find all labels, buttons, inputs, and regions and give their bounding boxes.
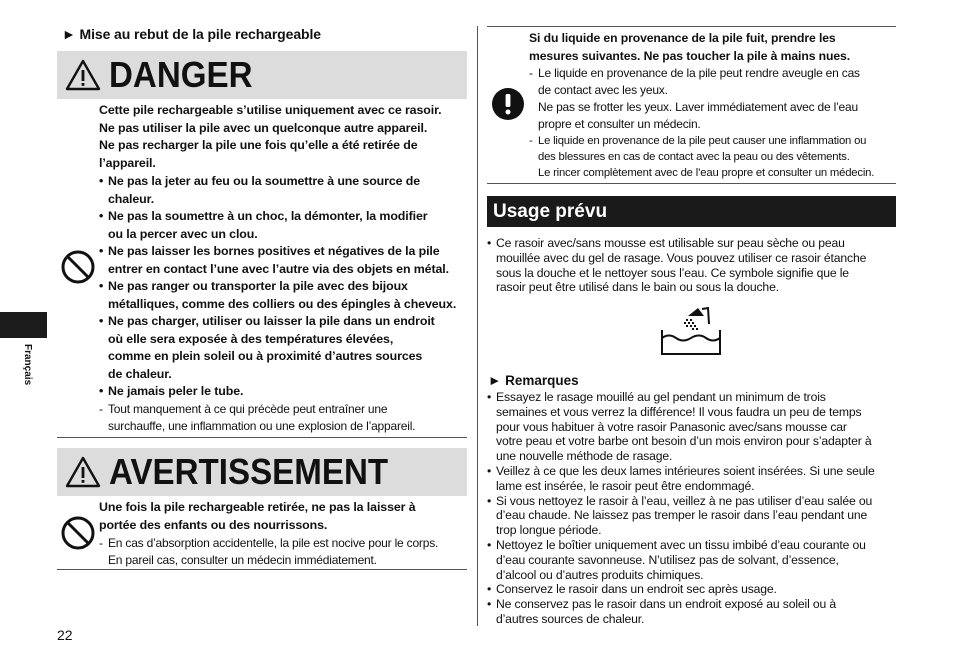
language-label: Français [22,344,33,386]
leak-title: Si du liquide en provenance de la pile fuit, prendre les mesures suivantes. Ne pas toucher la pile à mains nues. [529,31,850,63]
leak-item-1: - Le liquide en provenance de la pile peut rendre aveugle en cas de contact avec les yeux. Ne pas se frotter les yeux. Laver immédiatement avec de l’eau propre et consulter un médecin. [529,66,860,131]
leak-item-2: - Le liquide en provenance de la pile peut causer une inflammation ou des blessures en cas de contact avec la peau ou des vêtements. Le rincer complètement avec de l’eau propre et consulter un médecin. [529,135,875,179]
list-item: • Veillez à ce que les deux lames intérieures soient insérées. Si une seule lame est insérée, le rasoir peut être endommagé. [487,463,875,493]
divider [487,26,896,27]
list-item: • Ne jamais peler le tube. [99,384,244,398]
remarks-list [487,390,899,627]
list-item: • Ne pas ranger ou transporter la pile avec des bijoux métalliques, comme des colliers ou des épingles à cheveux. [99,279,457,311]
usage-heading: Usage prévu [487,196,896,227]
warning-intro: Une fois la pile rechargeable retirée, ne pas la laisser à portée des enfants ou des nourrissons. [99,500,416,532]
list-item: • Ne pas la soumettre à un choc, la démonter, la modifier ou la percer avec un clou. [99,209,428,241]
prohibited-icon [60,515,96,551]
warning-label: AVERTISSEMENT [109,451,389,492]
language-tab [0,312,47,338]
list-item: • Si vous nettoyez le rasoir à l’eau, veillez à ne pas utiliser d’eau salée ou d’eau chaude. Ne laissez pas tremper le rasoir dans l’eau pendant une trop longue période. [487,493,873,538]
list-item: • Ne pas laisser les bornes positives et négatives de la pile entrer en contact l’une avec l’autre via des objets en métal. [99,244,449,276]
danger-label: DANGER [109,54,253,95]
divider [57,437,467,438]
danger-intro: Cette pile rechargeable s’utilise uniquement avec ce rasoir. Ne pas utiliser la pile avec un quelconque autre appareil. Ne pas recharger la pile une fois qu’elle a été retirée de l’appareil. [99,103,442,170]
list-item: • Ne conservez pas le rasoir dans un endroit exposé au soleil ou à d’autres sources de chaleur. [487,597,836,626]
column-divider [477,26,478,626]
usage-text: • Ce rasoir avec/sans mousse est utilisable sur peau sèche ou peau mouillée avec du gel de rasage. Vous pouvez utiliser ce rasoir étanche sous la douche et le nettoyer sous l’eau. Ce symbole signifie que le rasoir peut être utilisé dans le bain ou sous la douche. [487,236,867,295]
page-number: 22 [57,627,73,643]
warning-triangle-icon [65,456,101,488]
divider [57,569,467,570]
list-item: • Ne pas la jeter au feu ou la soumettre à une source de chaleur. [99,174,421,206]
list-item: • Nettoyez le boîtier uniquement avec un tissu imbibé d’eau courante ou d’eau courante savonneuse. N’utilisez pas de solvant, d’essence, d’alcool ou d’autres produits chimiques. [487,537,866,582]
bath-shower-icon [658,304,724,356]
danger-banner [57,51,467,99]
list-item: • Conservez le rasoir dans un endroit sec après usage. [487,582,777,597]
warning-note: - En cas d’absorption accidentelle, la pile est nocive pour le corps. En pareil cas, consulter un médecin immédiatement. [99,536,439,567]
list-item: • Ne pas charger, utiliser ou laisser la pile dans un endroit où elle sera exposée à des températures élevées, comme en plein soleil ou à proximité d’autres sources de chaleur. [99,314,435,381]
list-item: • Essayez le rasage mouillé au gel pendant un minimum de trois semaines et vous verrez la différence! Il vous faudra un peu de temps pour vous habituer à votre rasoir Panasonic avec/sans mousse car votre peau et votre barbe ont besoin d’un mois environ pour s’adapter à une nouvelle méthode de rasage. [487,390,872,464]
divider [487,183,896,184]
danger-note: - Tout manquement à ce qui précède peut entraîner une surchauffe, une inflammation ou une explosion de l’appareil. [99,402,416,433]
prohibited-icon [60,249,96,285]
warning-triangle-icon [65,59,101,91]
section-title: ► Mise au rebut de la pile rechargeable [62,26,321,42]
mandatory-action-icon [491,87,525,121]
danger-bullets [99,173,471,401]
warning-banner [57,448,467,496]
remarks-heading: ► Remarques [488,373,579,388]
